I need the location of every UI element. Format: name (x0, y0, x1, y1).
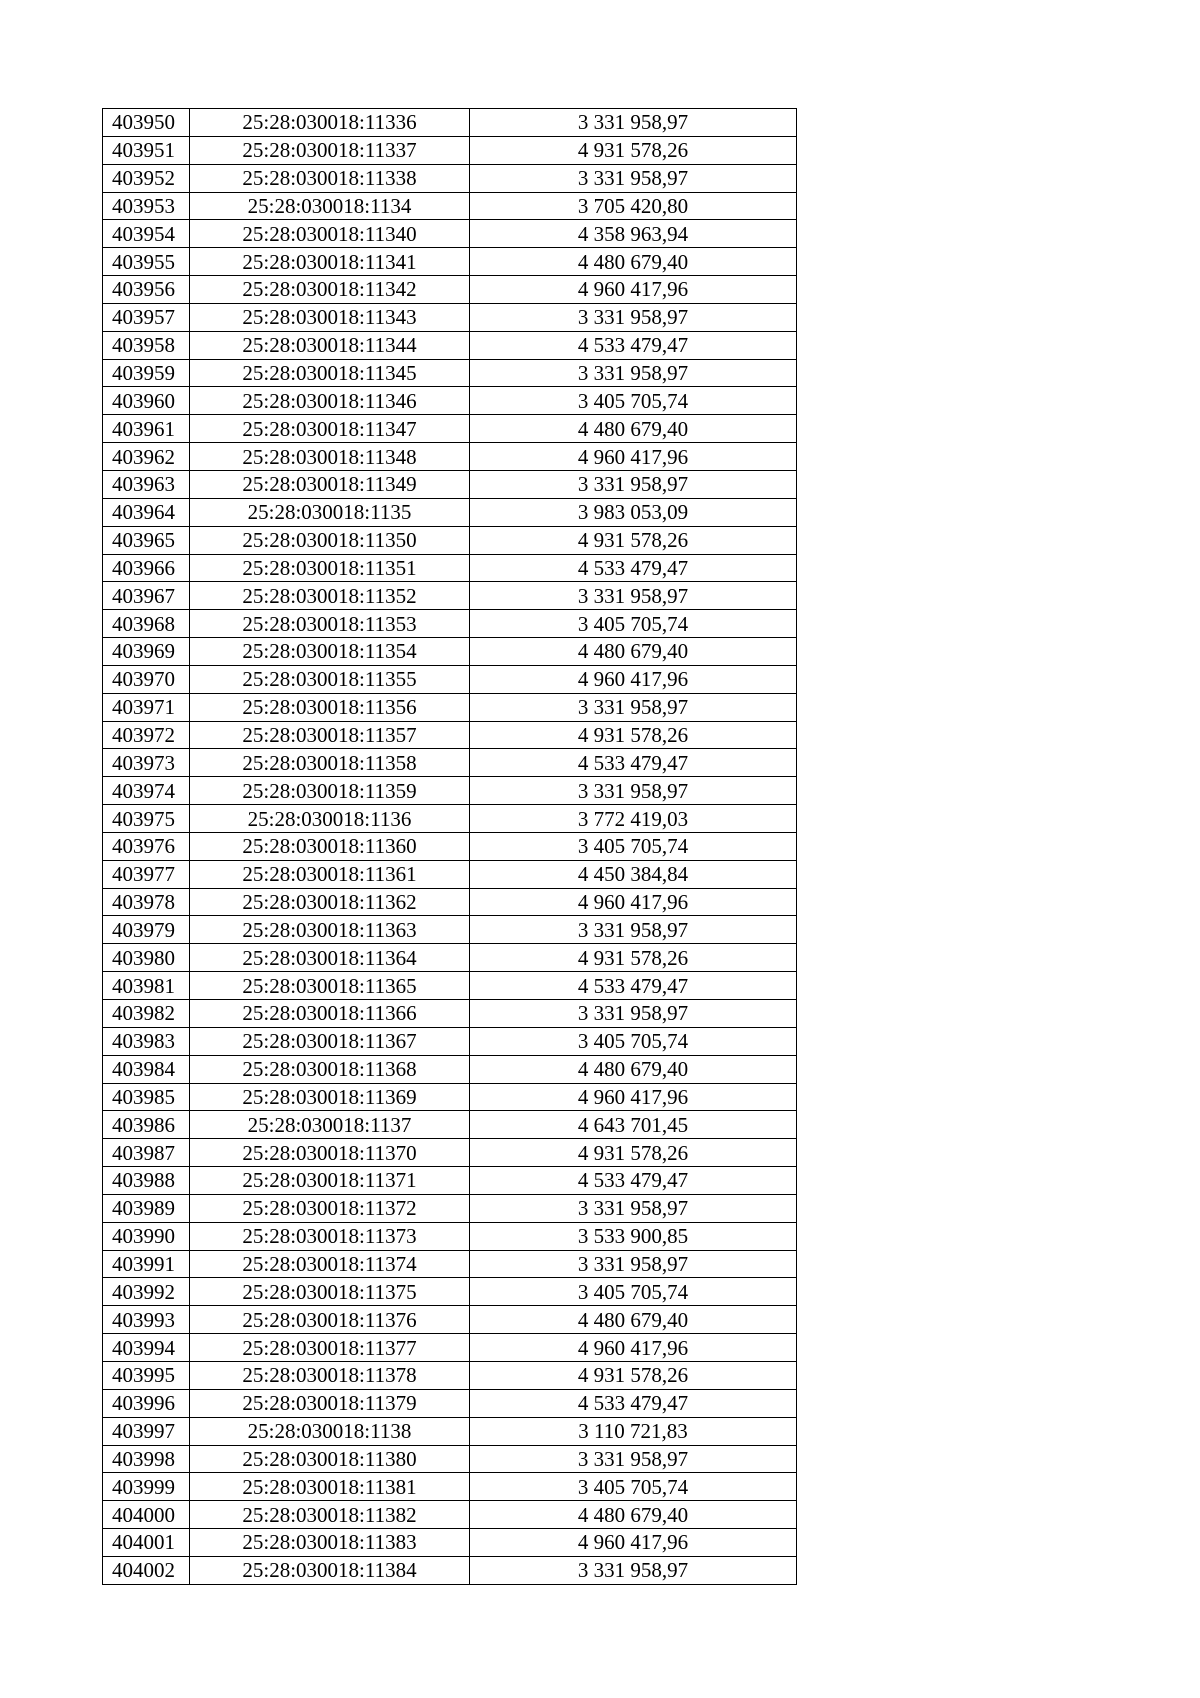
table-row (103, 276, 797, 304)
cadastral-value-cell: 3 405 705,74 (470, 1027, 797, 1055)
table-row (103, 888, 797, 916)
row-number-cell: 403959 (103, 359, 190, 387)
table-row (103, 109, 797, 137)
table-row (103, 443, 797, 471)
table-row (103, 860, 797, 888)
cadastral-number-cell: 25:28:030018:11349 (190, 470, 470, 498)
cadastral-number-cell: 25:28:030018:11337 (190, 136, 470, 164)
row-number-cell: 403982 (103, 1000, 190, 1028)
row-number-cell: 404002 (103, 1556, 190, 1584)
row-number-cell: 403952 (103, 164, 190, 192)
cadastral-number-cell: 25:28:030018:11342 (190, 276, 470, 304)
table-row (103, 1501, 797, 1529)
cadastral-value-cell: 4 533 479,47 (470, 1167, 797, 1195)
cadastral-value-cell: 4 533 479,47 (470, 554, 797, 582)
table-row (103, 1278, 797, 1306)
cadastral-value-cell: 3 331 958,97 (470, 1556, 797, 1584)
row-number-cell: 403977 (103, 860, 190, 888)
cadastral-value-cell: 4 960 417,96 (470, 888, 797, 916)
cadastral-number-cell: 25:28:030018:11375 (190, 1278, 470, 1306)
table-row (103, 1222, 797, 1250)
table-row (103, 526, 797, 554)
table-row (103, 1250, 797, 1278)
cadastral-number-cell: 25:28:030018:11354 (190, 638, 470, 666)
table-row (103, 582, 797, 610)
cadastral-number-cell: 25:28:030018:11380 (190, 1445, 470, 1473)
table-row (103, 749, 797, 777)
cadastral-value-cell: 3 331 958,97 (470, 303, 797, 331)
cadastral-number-cell: 25:28:030018:1134 (190, 192, 470, 220)
cadastral-value-cell: 3 331 958,97 (470, 1445, 797, 1473)
cadastral-value-cell: 4 643 701,45 (470, 1111, 797, 1139)
row-number-cell: 403985 (103, 1083, 190, 1111)
cadastral-number-cell: 25:28:030018:11364 (190, 944, 470, 972)
cadastral-value-cell: 3 331 958,97 (470, 1250, 797, 1278)
table-row (103, 832, 797, 860)
cadastral-value-cell: 3 533 900,85 (470, 1222, 797, 1250)
row-number-cell: 403965 (103, 526, 190, 554)
table-row (103, 916, 797, 944)
cadastral-number-cell: 25:28:030018:11347 (190, 415, 470, 443)
cadastral-value-cell: 4 480 679,40 (470, 415, 797, 443)
cadastral-number-cell: 25:28:030018:11351 (190, 554, 470, 582)
table-row (103, 303, 797, 331)
row-number-cell: 403975 (103, 805, 190, 833)
cadastral-number-cell: 25:28:030018:11348 (190, 443, 470, 471)
row-number-cell: 403978 (103, 888, 190, 916)
cadastral-number-cell: 25:28:030018:11350 (190, 526, 470, 554)
row-number-cell: 403955 (103, 248, 190, 276)
cadastral-number-cell: 25:28:030018:11346 (190, 387, 470, 415)
cadastral-number-cell: 25:28:030018:11363 (190, 916, 470, 944)
row-number-cell: 403984 (103, 1055, 190, 1083)
cadastral-value-cell: 3 405 705,74 (470, 610, 797, 638)
cadastral-value-cell: 4 533 479,47 (470, 1389, 797, 1417)
cadastral-number-cell: 25:28:030018:11359 (190, 777, 470, 805)
cadastral-number-cell: 25:28:030018:1136 (190, 805, 470, 833)
table-row (103, 1334, 797, 1362)
row-number-cell: 403980 (103, 944, 190, 972)
cadastral-value-cell: 3 331 958,97 (470, 1000, 797, 1028)
row-number-cell: 403960 (103, 387, 190, 415)
row-number-cell: 403972 (103, 721, 190, 749)
cadastral-value-cell: 4 533 479,47 (470, 972, 797, 1000)
row-number-cell: 403992 (103, 1278, 190, 1306)
cadastral-number-cell: 25:28:030018:1135 (190, 498, 470, 526)
table-row (103, 1417, 797, 1445)
cadastral-value-cell: 3 405 705,74 (470, 1278, 797, 1306)
row-number-cell: 403974 (103, 777, 190, 805)
cadastral-value-cell: 4 931 578,26 (470, 1139, 797, 1167)
row-number-cell: 403967 (103, 582, 190, 610)
cadastral-number-cell: 25:28:030018:11355 (190, 665, 470, 693)
table-row (103, 498, 797, 526)
row-number-cell: 403953 (103, 192, 190, 220)
cadastral-value-cell: 4 960 417,96 (470, 1334, 797, 1362)
table-row (103, 944, 797, 972)
table-row (103, 248, 797, 276)
cadastral-number-cell: 25:28:030018:11361 (190, 860, 470, 888)
cadastral-number-cell: 25:28:030018:11371 (190, 1167, 470, 1195)
row-number-cell: 403963 (103, 470, 190, 498)
row-number-cell: 403994 (103, 1334, 190, 1362)
cadastral-number-cell: 25:28:030018:11344 (190, 331, 470, 359)
row-number-cell: 403969 (103, 638, 190, 666)
cadastral-value-cell: 4 960 417,96 (470, 276, 797, 304)
row-number-cell: 403983 (103, 1027, 190, 1055)
cadastral-value-cell: 3 331 958,97 (470, 693, 797, 721)
row-number-cell: 403998 (103, 1445, 190, 1473)
row-number-cell: 403966 (103, 554, 190, 582)
cadastral-value-cell: 4 480 679,40 (470, 1306, 797, 1334)
table-row (103, 1167, 797, 1195)
table-row (103, 1556, 797, 1584)
cadastral-number-cell: 25:28:030018:11336 (190, 109, 470, 137)
cadastral-number-cell: 25:28:030018:11373 (190, 1222, 470, 1250)
cadastral-value-cell: 4 533 479,47 (470, 749, 797, 777)
row-number-cell: 403979 (103, 916, 190, 944)
table-row (103, 164, 797, 192)
cadastral-value-cell: 3 331 958,97 (470, 777, 797, 805)
cadastral-number-cell: 25:28:030018:11366 (190, 1000, 470, 1028)
row-number-cell: 403956 (103, 276, 190, 304)
table-row (103, 610, 797, 638)
cadastral-value-cell: 3 331 958,97 (470, 359, 797, 387)
table-row (103, 1027, 797, 1055)
row-number-cell: 403981 (103, 972, 190, 1000)
cadastral-value-cell: 4 480 679,40 (470, 1501, 797, 1529)
table-row (103, 1529, 797, 1557)
row-number-cell: 403989 (103, 1194, 190, 1222)
row-number-cell: 403970 (103, 665, 190, 693)
row-number-cell: 403950 (103, 109, 190, 137)
cadastral-number-cell: 25:28:030018:11383 (190, 1529, 470, 1557)
row-number-cell: 403954 (103, 220, 190, 248)
cadastral-value-cell: 4 960 417,96 (470, 443, 797, 471)
table-row (103, 1194, 797, 1222)
row-number-cell: 403987 (103, 1139, 190, 1167)
cadastral-number-cell: 25:28:030018:11340 (190, 220, 470, 248)
cadastral-value-cell: 4 960 417,96 (470, 1083, 797, 1111)
table-row (103, 331, 797, 359)
table-row (103, 554, 797, 582)
table-row (103, 1361, 797, 1389)
cadastral-value-cell: 3 331 958,97 (470, 470, 797, 498)
cadastral-number-cell: 25:28:030018:11372 (190, 1194, 470, 1222)
table-row (103, 1139, 797, 1167)
row-number-cell: 403997 (103, 1417, 190, 1445)
row-number-cell: 403986 (103, 1111, 190, 1139)
table-body (103, 109, 797, 1585)
cadastral-value-cell: 4 931 578,26 (470, 721, 797, 749)
cadastral-value-cell: 4 533 479,47 (470, 331, 797, 359)
cadastral-value-cell: 3 331 958,97 (470, 582, 797, 610)
row-number-cell: 403957 (103, 303, 190, 331)
cadastral-value-cell: 4 450 384,84 (470, 860, 797, 888)
cadastral-number-cell: 25:28:030018:11368 (190, 1055, 470, 1083)
cadastral-number-cell: 25:28:030018:11370 (190, 1139, 470, 1167)
table-row (103, 1111, 797, 1139)
row-number-cell: 403990 (103, 1222, 190, 1250)
row-number-cell: 404001 (103, 1529, 190, 1557)
cadastral-number-cell: 25:28:030018:11369 (190, 1083, 470, 1111)
cadastral-number-cell: 25:28:030018:11345 (190, 359, 470, 387)
cadastral-value-cell: 3 331 958,97 (470, 164, 797, 192)
row-number-cell: 403991 (103, 1250, 190, 1278)
cadastral-number-cell: 25:28:030018:11381 (190, 1473, 470, 1501)
row-number-cell: 403993 (103, 1306, 190, 1334)
cadastral-value-cell: 3 405 705,74 (470, 1473, 797, 1501)
cadastral-number-cell: 25:28:030018:1137 (190, 1111, 470, 1139)
cadastral-value-cell: 3 110 721,83 (470, 1417, 797, 1445)
cadastral-number-cell: 25:28:030018:11360 (190, 832, 470, 860)
cadastral-value-cell: 3 772 419,03 (470, 805, 797, 833)
cadastral-value-cell: 3 983 053,09 (470, 498, 797, 526)
table-row (103, 721, 797, 749)
table-row (103, 136, 797, 164)
row-number-cell: 403951 (103, 136, 190, 164)
cadastral-number-cell: 25:28:030018:11378 (190, 1361, 470, 1389)
cadastral-value-cell: 3 405 705,74 (470, 832, 797, 860)
cadastral-value-cell: 4 960 417,96 (470, 1529, 797, 1557)
cadastral-number-cell: 25:28:030018:11357 (190, 721, 470, 749)
cadastral-number-cell: 25:28:030018:11341 (190, 248, 470, 276)
row-number-cell: 403976 (103, 832, 190, 860)
cadastral-value-cell: 4 358 963,94 (470, 220, 797, 248)
table-row (103, 1306, 797, 1334)
cadastral-value-cell: 4 931 578,26 (470, 136, 797, 164)
table-row (103, 1083, 797, 1111)
table-row (103, 387, 797, 415)
cadastral-value-cell: 4 931 578,26 (470, 526, 797, 554)
cadastral-number-cell: 25:28:030018:11384 (190, 1556, 470, 1584)
row-number-cell: 403968 (103, 610, 190, 638)
table-row (103, 220, 797, 248)
row-number-cell: 403973 (103, 749, 190, 777)
cadastral-number-cell: 25:28:030018:11374 (190, 1250, 470, 1278)
cadastral-value-cell: 4 480 679,40 (470, 638, 797, 666)
table-row (103, 359, 797, 387)
cadastral-value-cell: 3 705 420,80 (470, 192, 797, 220)
row-number-cell: 403958 (103, 331, 190, 359)
cadastral-value-cell: 4 960 417,96 (470, 665, 797, 693)
cadastral-number-cell: 25:28:030018:11379 (190, 1389, 470, 1417)
row-number-cell: 404000 (103, 1501, 190, 1529)
table-row (103, 1000, 797, 1028)
table-row (103, 1055, 797, 1083)
cadastral-number-cell: 25:28:030018:11338 (190, 164, 470, 192)
cadastral-number-cell: 25:28:030018:11353 (190, 610, 470, 638)
cadastral-value-cell: 4 480 679,40 (470, 1055, 797, 1083)
row-number-cell: 403964 (103, 498, 190, 526)
table-row (103, 805, 797, 833)
table-row (103, 1389, 797, 1417)
cadastral-value-cell: 3 405 705,74 (470, 387, 797, 415)
cadastral-number-cell: 25:28:030018:11367 (190, 1027, 470, 1055)
row-number-cell: 403999 (103, 1473, 190, 1501)
row-number-cell: 403971 (103, 693, 190, 721)
cadastral-number-cell: 25:28:030018:11376 (190, 1306, 470, 1334)
cadastral-value-cell: 4 931 578,26 (470, 944, 797, 972)
table-row (103, 415, 797, 443)
cadastral-number-cell: 25:28:030018:11358 (190, 749, 470, 777)
cadastral-number-cell: 25:28:030018:11352 (190, 582, 470, 610)
cadastral-value-cell: 3 331 958,97 (470, 1194, 797, 1222)
row-number-cell: 403996 (103, 1389, 190, 1417)
table-row (103, 1473, 797, 1501)
cadastral-number-cell: 25:28:030018:11343 (190, 303, 470, 331)
table-row (103, 470, 797, 498)
table-row (103, 192, 797, 220)
cadastral-number-cell: 25:28:030018:11362 (190, 888, 470, 916)
cadastral-value-cell: 3 331 958,97 (470, 109, 797, 137)
row-number-cell: 403995 (103, 1361, 190, 1389)
cadastral-number-cell: 25:28:030018:11377 (190, 1334, 470, 1362)
cadastral-value-table (102, 108, 797, 1585)
table-row (103, 972, 797, 1000)
row-number-cell: 403962 (103, 443, 190, 471)
cadastral-number-cell: 25:28:030018:11356 (190, 693, 470, 721)
table-row (103, 777, 797, 805)
cadastral-number-cell: 25:28:030018:11365 (190, 972, 470, 1000)
row-number-cell: 403988 (103, 1167, 190, 1195)
cadastral-number-cell: 25:28:030018:1138 (190, 1417, 470, 1445)
table-row (103, 1445, 797, 1473)
row-number-cell: 403961 (103, 415, 190, 443)
table-row (103, 665, 797, 693)
table-row (103, 638, 797, 666)
cadastral-value-cell: 4 931 578,26 (470, 1361, 797, 1389)
cadastral-number-cell: 25:28:030018:11382 (190, 1501, 470, 1529)
cadastral-value-cell: 4 480 679,40 (470, 248, 797, 276)
cadastral-value-cell: 3 331 958,97 (470, 916, 797, 944)
table-row (103, 693, 797, 721)
